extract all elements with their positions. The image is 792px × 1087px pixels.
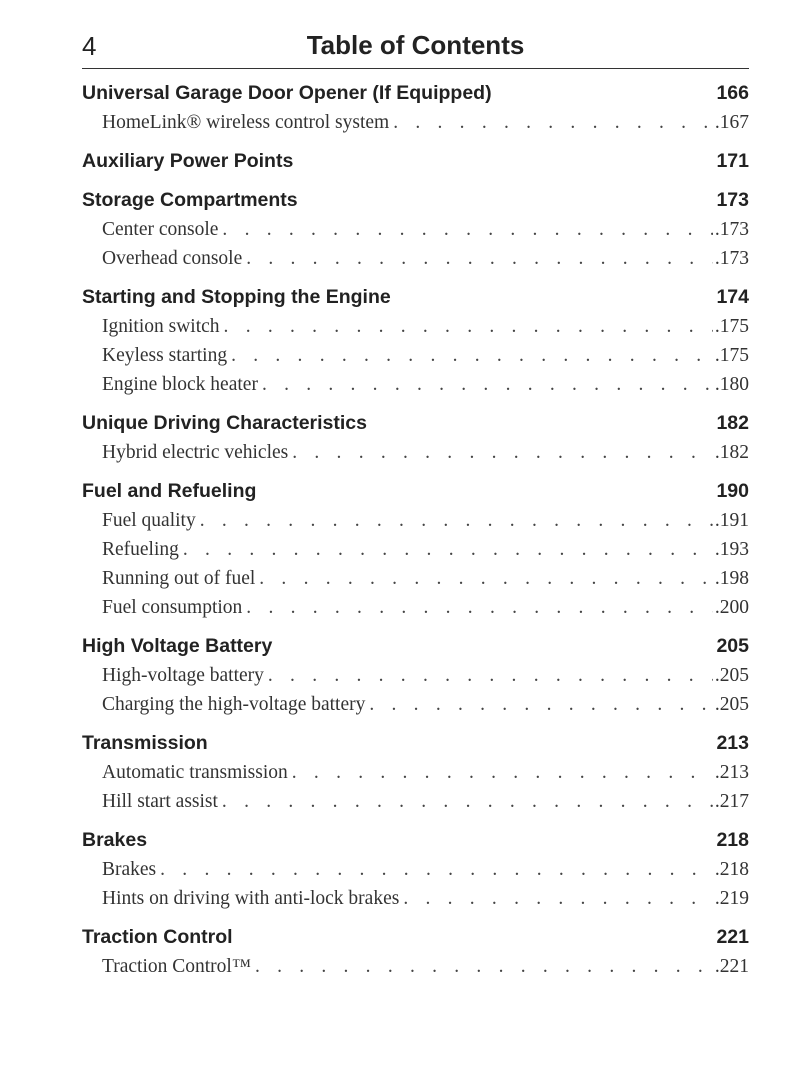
entry-page-number: .205 bbox=[714, 694, 749, 715]
toc-entry[interactable] bbox=[82, 758, 749, 787]
toc-entry[interactable] bbox=[82, 884, 749, 913]
entry-page-number: .175 bbox=[714, 316, 749, 337]
table-of-contents bbox=[82, 79, 749, 991]
section-page-number: 213 bbox=[716, 732, 749, 754]
toc-entry[interactable] bbox=[82, 535, 749, 564]
entry-label: Hill start assist bbox=[102, 791, 218, 812]
dot-leader bbox=[246, 593, 713, 622]
section-title: Starting and Stopping the Engine bbox=[82, 286, 391, 308]
dot-leader bbox=[403, 884, 713, 913]
section-heading[interactable] bbox=[82, 729, 749, 758]
entry-page-number: .173 bbox=[714, 248, 749, 269]
toc-section bbox=[82, 186, 749, 273]
entry-label: Fuel quality bbox=[102, 510, 196, 531]
entry-page-number: .218 bbox=[714, 859, 749, 880]
entry-label: Hints on driving with anti-lock brakes bbox=[102, 888, 400, 909]
toc-entry[interactable] bbox=[82, 244, 749, 273]
section-heading[interactable] bbox=[82, 79, 749, 108]
entry-label: High-voltage battery bbox=[102, 665, 264, 686]
toc-entry[interactable] bbox=[82, 215, 749, 244]
entry-page-number: .213 bbox=[714, 762, 749, 783]
entry-page-number: .167 bbox=[714, 112, 749, 133]
page-header bbox=[82, 26, 749, 69]
dot-leader bbox=[262, 370, 713, 399]
toc-entry[interactable] bbox=[82, 855, 749, 884]
entry-page-number: .205 bbox=[714, 665, 749, 686]
entry-label: Keyless starting bbox=[102, 345, 228, 366]
section-page-number: 171 bbox=[716, 150, 749, 172]
entry-label: HomeLink® wireless control system bbox=[102, 112, 390, 133]
entry-page-number: .175 bbox=[714, 345, 749, 366]
dot-leader bbox=[259, 564, 713, 593]
section-page-number: 218 bbox=[716, 829, 749, 851]
entry-label: Charging the high-voltage battery bbox=[102, 694, 366, 715]
section-title: Storage Compartments bbox=[82, 189, 298, 211]
dot-leader bbox=[183, 535, 713, 564]
dot-leader bbox=[369, 690, 713, 719]
entry-page-number: .182 bbox=[714, 442, 749, 463]
toc-section bbox=[82, 477, 749, 622]
section-heading[interactable] bbox=[82, 632, 749, 661]
dot-leader bbox=[200, 506, 713, 535]
toc-entry[interactable] bbox=[82, 108, 749, 137]
toc-section bbox=[82, 409, 749, 467]
entry-page-number: .173 bbox=[714, 219, 749, 240]
toc-entry[interactable] bbox=[82, 564, 749, 593]
section-page-number: 166 bbox=[716, 82, 749, 104]
toc-section bbox=[82, 729, 749, 816]
dot-leader bbox=[222, 215, 712, 244]
dot-leader bbox=[160, 855, 713, 884]
toc-entry[interactable] bbox=[82, 370, 749, 399]
section-page-number: 221 bbox=[716, 926, 749, 948]
toc-section bbox=[82, 283, 749, 399]
dot-leader bbox=[292, 758, 713, 787]
toc-entry[interactable] bbox=[82, 438, 749, 467]
toc-section bbox=[82, 147, 749, 176]
section-title: Transmission bbox=[82, 732, 208, 754]
toc-entry[interactable] bbox=[82, 593, 749, 622]
page-number: 4 bbox=[82, 31, 97, 61]
section-title: Auxiliary Power Points bbox=[82, 150, 294, 172]
toc-section bbox=[82, 923, 749, 981]
entry-label: Brakes bbox=[102, 859, 157, 880]
section-heading[interactable] bbox=[82, 826, 749, 855]
entry-page-number: .217 bbox=[714, 791, 749, 812]
dot-leader bbox=[255, 952, 713, 981]
section-page-number: 182 bbox=[716, 412, 749, 434]
section-title: Brakes bbox=[82, 829, 148, 851]
section-title: Unique Driving Characteristics bbox=[82, 412, 367, 434]
section-title: High Voltage Battery bbox=[82, 635, 273, 657]
toc-entry[interactable] bbox=[82, 506, 749, 535]
section-heading[interactable] bbox=[82, 923, 749, 952]
entry-label: Traction Control™ bbox=[102, 956, 251, 977]
entry-page-number: .191 bbox=[714, 510, 749, 531]
entry-label: Ignition switch bbox=[102, 316, 220, 337]
section-title: Fuel and Refueling bbox=[82, 480, 257, 502]
section-heading[interactable] bbox=[82, 283, 749, 312]
entry-page-number: .219 bbox=[714, 888, 749, 909]
dot-leader bbox=[393, 108, 713, 137]
entry-label: Fuel consumption bbox=[102, 597, 243, 618]
entry-label: Overhead console bbox=[102, 248, 243, 269]
entry-label: Running out of fuel bbox=[102, 568, 256, 589]
entry-page-number: .198 bbox=[714, 568, 749, 589]
dot-leader bbox=[292, 438, 713, 467]
dot-leader bbox=[224, 312, 713, 341]
toc-entry[interactable] bbox=[82, 661, 749, 690]
section-page-number: 205 bbox=[716, 635, 749, 657]
section-heading[interactable] bbox=[82, 186, 749, 215]
toc-entry[interactable] bbox=[82, 312, 749, 341]
toc-entry[interactable] bbox=[82, 341, 749, 370]
section-title: Traction Control bbox=[82, 926, 233, 948]
entry-label: Automatic transmission bbox=[102, 762, 288, 783]
toc-section bbox=[82, 826, 749, 913]
section-page-number: 190 bbox=[716, 480, 749, 502]
entry-page-number: .180 bbox=[714, 374, 749, 395]
dot-leader bbox=[268, 661, 713, 690]
entry-page-number: .221 bbox=[714, 956, 749, 977]
entry-label: Center console bbox=[102, 219, 219, 240]
dot-leader bbox=[222, 787, 713, 816]
page-title: Table of Contents bbox=[306, 30, 525, 60]
section-heading[interactable] bbox=[82, 409, 749, 438]
section-heading[interactable] bbox=[82, 477, 749, 506]
entry-label: Refueling bbox=[102, 539, 179, 560]
entry-page-number: .193 bbox=[714, 539, 749, 560]
entry-label: Hybrid electric vehicles bbox=[102, 442, 289, 463]
dot-leader bbox=[231, 341, 713, 370]
entry-page-number: .200 bbox=[714, 597, 749, 618]
section-heading[interactable] bbox=[82, 147, 749, 176]
toc-entry[interactable] bbox=[82, 787, 749, 816]
toc-section bbox=[82, 632, 749, 719]
section-title: Universal Garage Door Opener (If Equipped) bbox=[82, 82, 492, 104]
toc-entry[interactable] bbox=[82, 952, 749, 981]
toc-section bbox=[82, 79, 749, 137]
dot-leader bbox=[246, 244, 713, 273]
toc-entry[interactable] bbox=[82, 690, 749, 719]
entry-label: Engine block heater bbox=[102, 374, 258, 395]
section-page-number: 174 bbox=[716, 286, 749, 308]
section-page-number: 173 bbox=[716, 189, 749, 211]
